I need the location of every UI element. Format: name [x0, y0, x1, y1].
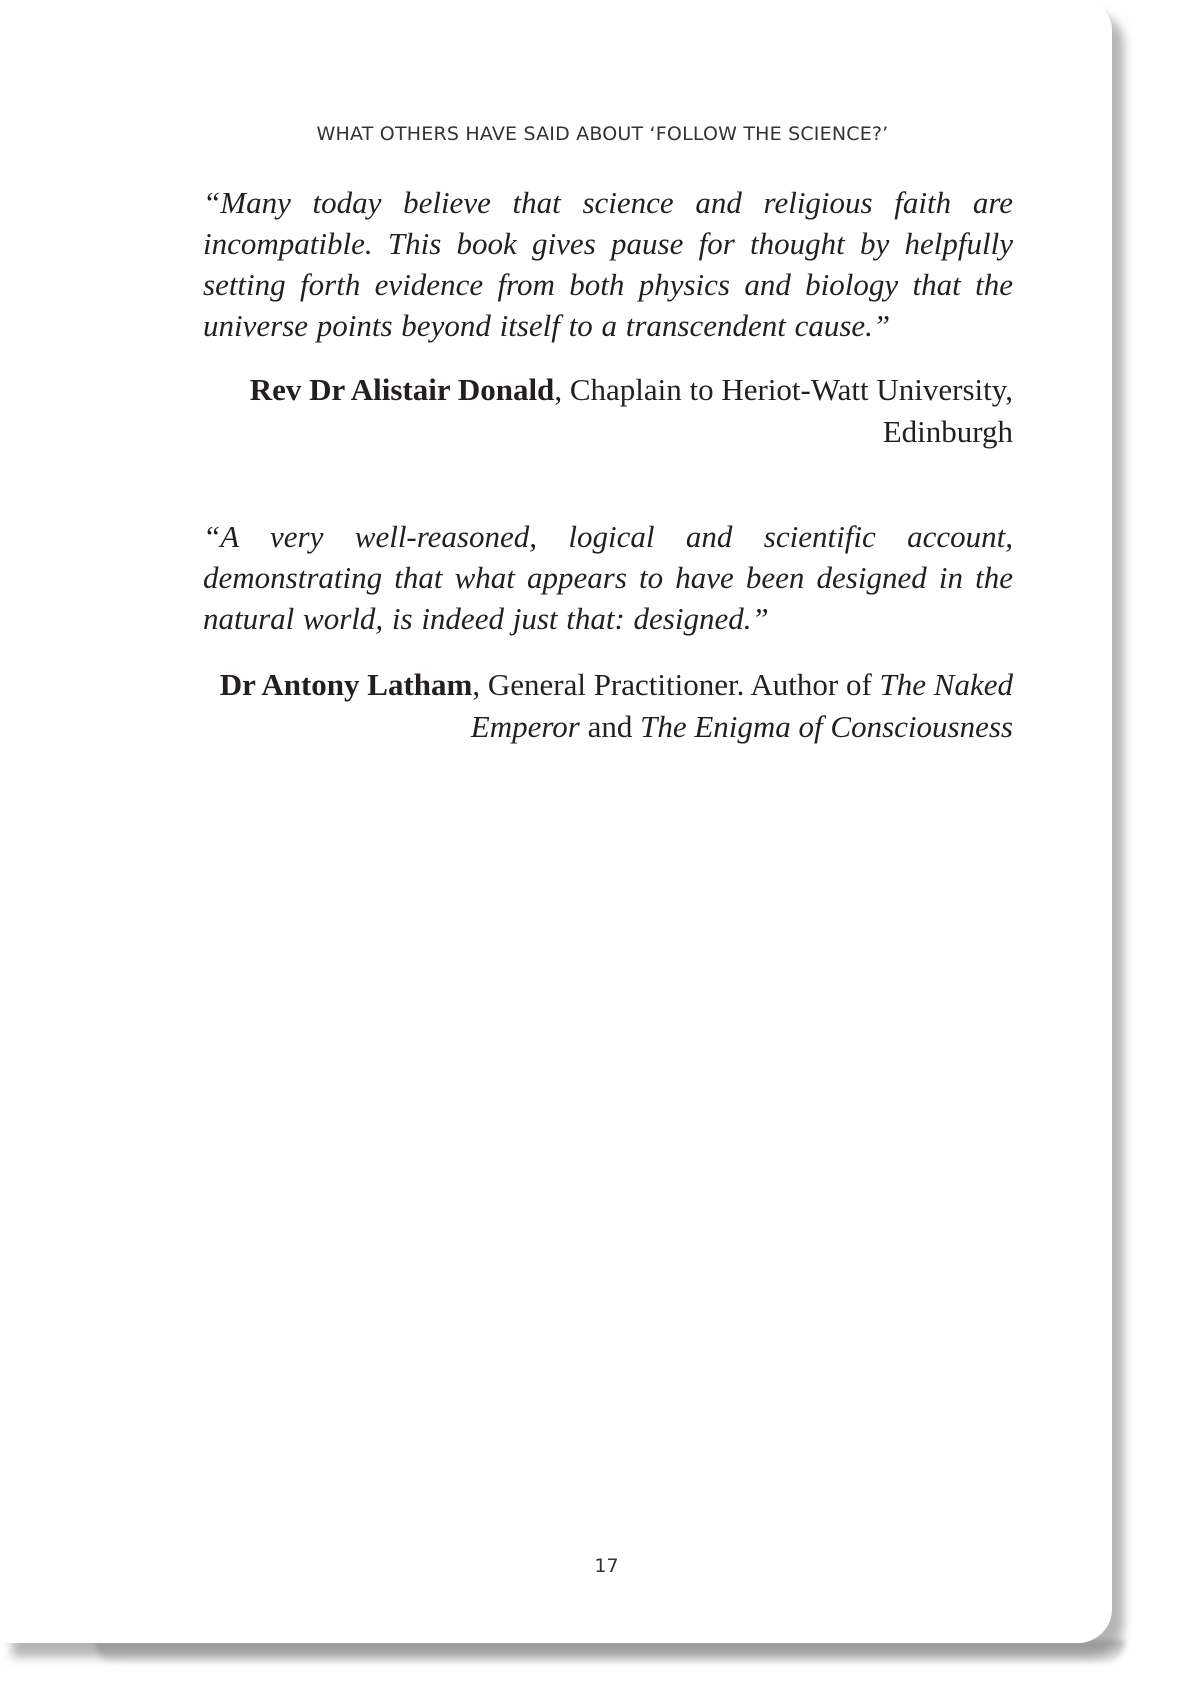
endorser-role: , Chaplain to Heriot-Watt University, Edinburgh — [554, 372, 1013, 449]
book-title: The Enigma of Consciousness — [640, 709, 1013, 744]
page-number: 17 — [594, 1555, 619, 1577]
book-title: The Naked Emperor — [470, 667, 1013, 744]
endorsement-quote: “A very well-reasoned, logical and scientific account, demonstrating that what appears to have been designed in the natural world, is indeed just that: designed.” — [203, 519, 1013, 636]
endorsement-attribution — [203, 369, 1013, 453]
endorser-name: Rev Dr Alistair Donald — [249, 372, 555, 407]
endorser-role: , General Practitioner. Author of — [472, 667, 880, 702]
endorsement-attribution — [203, 664, 1013, 748]
endorsement-quote: “Many today believe that science and religious faith are incompatible. This book gives pause for thought by helpfully setting forth evidence from both physics and biology that the universe points beyond itself to a transcendent cause.” — [203, 185, 1013, 343]
endorser-name: Dr Antony Latham — [219, 667, 473, 702]
page-shadow — [95, 1640, 1125, 1662]
running-head: WHAT OTHERS HAVE SAID ABOUT ‘FOLLOW THE SCIENCE?’ — [316, 123, 889, 145]
conjunction: and — [579, 709, 641, 744]
